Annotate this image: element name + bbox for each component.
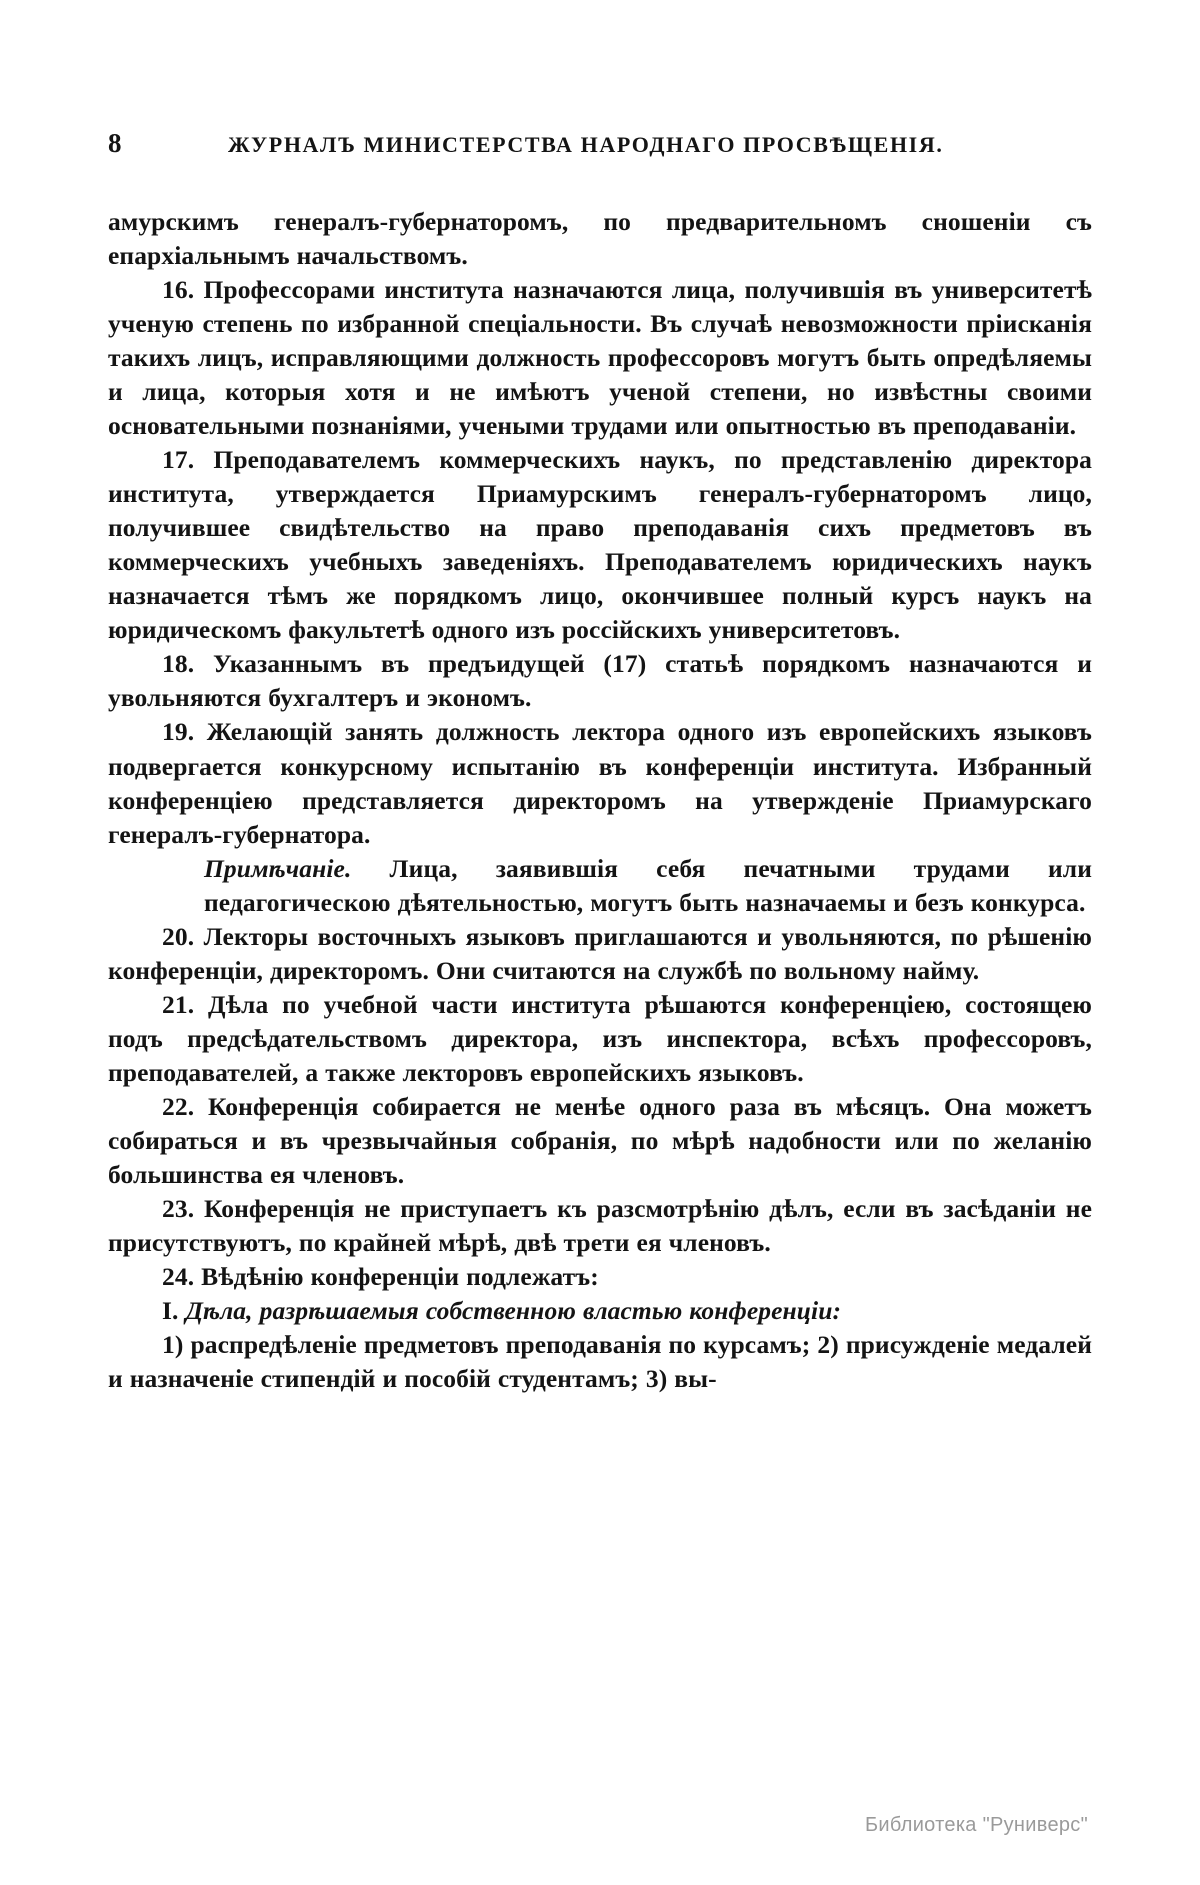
paragraph-21: 21. Дѣла по учебной части института рѣшаются конференціею, состоящею подъ предсѣдательствомъ директора, изъ инспектора, всѣхъ профессоровъ, преподавателей, а также лекторовъ европейскихъ языковъ. xyxy=(108,989,1092,1087)
paragraph-17: 17. Преподавателемъ коммерческихъ наукъ, по представленію директора института, утверждается Приамурскимъ генералъ-губернаторомъ лицо, получившее свидѣтельство на право преподаванія сихъ предметовъ въ коммерческихъ учебныхъ заведеніяхъ. Преподавателемъ юридическихъ наукъ назначается тѣмъ же порядкомъ лицо, окончившее полный курсъ наукъ на юридическомъ факультетѣ одного изъ россійскихъ университетовъ. xyxy=(108,445,1092,645)
paragraph-23: 23. Конференція не приступаетъ къ разсмотрѣнію дѣлъ, если въ засѣданіи не присутствуютъ, по крайней мѣрѣ, двѣ трети ея членовъ. xyxy=(108,1193,1092,1257)
paragraph-20: 20. Лекторы восточныхъ языковъ приглашаются и увольняются, по рѣшенію конференціи, директоромъ. Они считаются на службѣ по вольному найму. xyxy=(108,921,1092,985)
note-lead: Примѣчаніе. xyxy=(204,853,352,883)
list-heading-rest: разрѣшаемыя собственною властью конференціи: xyxy=(252,1296,842,1325)
paragraph-19: 19. Желающій занять должность лектора одного изъ европейскихъ языковъ подвергается конкурсному испытанію въ конференціи института. Избранный конференціею представляется директоромъ на утвержденіе Приамурскаго генералъ-губернатора. xyxy=(108,717,1092,849)
running-title: ЖУРНАЛЪ МИНИСТЕРСТВА НАРОДНАГО ПРОСВѢЩЕНІЯ. xyxy=(228,132,944,157)
paragraph-24: 24. Вѣдѣнію конференціи подлежатъ: xyxy=(162,1261,599,1291)
paragraph-continued: амурскимъ генералъ-губернаторомъ, по предварительномъ сношеніи съ епархіальнымъ начальствомъ. xyxy=(108,207,1092,271)
list-heading-I xyxy=(108,1294,1092,1328)
note-body: Лица, заявившія себя печатными трудами или педагогическою дѣятельностью, могутъ быть назначаемы и безъ конкурса. xyxy=(204,853,1092,917)
paragraph-22: 22. Конференція собирается не менѣе одного раза въ мѣсяцъ. Она можетъ собираться и въ чрезвычайныя собранія, по мѣрѣ надобности или по желанію большинства ея членовъ. xyxy=(108,1091,1092,1189)
paragraph-16: 16. Профессорами института назначаются лица, получившія въ университетѣ ученую степень по избранной спеціальности. Въ случаѣ невозможности пріисканія такихъ лицъ, исправляющими должность профессоровъ могутъ быть опредѣляемы и лица, которыя хотя и не имѣютъ ученой степени, но извѣстны своими основательными познаніями, учеными трудами или опытностью въ преподаваніи. xyxy=(108,275,1092,441)
list-marker: I. xyxy=(162,1296,186,1325)
list-item-1: 1) распредѣленіе предметовъ преподаванія по курсамъ; 2) присужденіе медалей и назначеніе стипендій и пособій студентамъ; 3) вы- xyxy=(108,1330,1092,1394)
page-header xyxy=(108,128,1092,159)
paragraph-18: 18. Указаннымъ въ предъидущей (17) статьѣ порядкомъ назначаются и увольняются бухгалтеръ и экономъ. xyxy=(108,649,1092,713)
page-number: 8 xyxy=(108,128,122,158)
body-text-column xyxy=(108,205,1092,1396)
library-watermark: Библиотека "Руниверс" xyxy=(864,1814,1088,1836)
list-heading-lead: Дѣла, xyxy=(185,1296,253,1325)
paragraph-note xyxy=(204,852,1092,920)
